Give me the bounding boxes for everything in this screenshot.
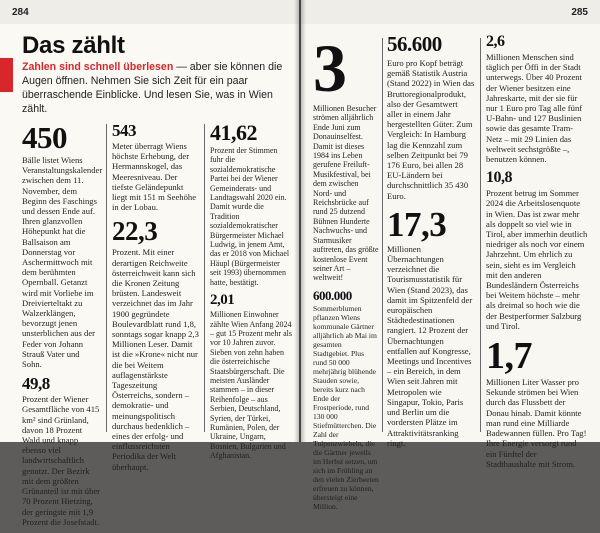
stat-text: Euro pro Kopf beträgt gemäß Statistik Austria (Stand 2022) in Wien das Bruttoregionalprodukt, also der Gesamtwert aller in einem Jahr hergestellten Güter. Zum Vergleich: In Hamburg lag die Kennzahl zum selben Zeitpunkt bei 79 176 Euro, bei allen 28 EU-Ländern bei durchschnittlich 35 430 Euro. (387, 58, 475, 201)
left-column-1 (22, 122, 101, 533)
stat-text: Millionen Besucher strömen alljährlich Ende Juni zum Donauinselfest. Damit ist dieses 1984 ins Leben gerufene Freiluft-Musikfestival, bei dem zwischen Nord- und Reichsbrücke auf rund 25 dutzend Bühnen Hunderte Nachwuchs- und Starmusiker auftreten, das größte kostenlose Event seiner Art – weltweit! (313, 104, 379, 283)
stat-block-600000 (313, 289, 379, 511)
stat-text: Prozent der Wiener Gesamtfläche von 415 km² sind Grünland, davon 18 Prozent Wald und knapp ebenso viel landwirtschaftlich genutzt. Der Bezirk mit dem größten Grünanteil ist mit über 70 Prozent Hietzing, der geringste mit 1,9 Prozent die Josefstadt. (22, 394, 101, 527)
stat-block-10-8 (486, 170, 588, 331)
column-divider (204, 124, 205, 432)
stat-text: Bälle listet Wiens Veranstaltungskalender zwischen dem 11. November, dem Beginn des Faschings und dessen Ende auf. Ihren glanzvollen Höhepunkt hat die Ballsaison am Donnerstag vor Aschermittwoch mit dem berühmten Opernball. Getanzt wird mit Vorliebe im Dreivierteltakt zu Walzerklängen, bevorzugt jenen unsterblichen aus der Feder von Johann Strauß Vater und Sohn. (22, 155, 103, 370)
red-accent-bar (0, 58, 13, 92)
stat-text: Millionen Menschen sind täglich per Öffi in der Stadt unterwegs. Über 40 Prozent der Wiener besitzen eine Jahreskarte, mit der sie für nur 1 Euro pro Tag alle fünf U-Bahn- und 127 Buslinien sowie das gesamte Tram-Netz – mit 29 Linien das weltweit sechstgrößte –, benutzen können. (486, 52, 583, 165)
left-column-3 (210, 122, 292, 467)
right-column-2 (387, 34, 475, 454)
stat-text: Millionen Einwohner zählte Wien Anfang 2024 – gut 15 Prozent mehr als vor 10 Jahren zuvor. Sieben von zehn haben die österreichische Staatsbürgerschaft. Die meisten Ausländer stammen – in dieser Reihenfolge – aus Serbien, Deutschland, Syrien, der Türkei, Rumänien, Polen, der Ukraine, Ungarn, Bosnien, Bulgarien und Afghanistan. (210, 310, 292, 461)
stat-block-2-6 (486, 34, 588, 164)
intro-lead: Zahlen sind schnell überlesen (22, 61, 174, 73)
stat-text: Sommerblumen pflanzen Wiens kommunale Gärtner alljährlich ab Mai im gesamten Stadtgebiet. Plus rund 50 000 mehrjährig blühende Stauden sowie, bereits kurz nach Ende der Frostperiode, rund 130 000 Stiefmütterchen. Die Zahl der Tulpenzwiebeln, die die Gärtner jeweils im Herbst setzen, um sich im Frühling an den vielen Zierbeeten erfreuen zu können, übersteigt eine Million. (313, 303, 379, 511)
right-column-1 (313, 30, 379, 517)
stat-text: Meter überragt Wiens höchste Erhebung, der Hermannskogel, das Meeresniveau. Der tiefste Geländepunkt liegt mit 151 m Seehöhe in der Lobau. (112, 141, 197, 213)
stat-number: 2,01 (210, 292, 235, 309)
stat-block-1-7 (486, 337, 588, 469)
stat-block-41-62 (210, 122, 292, 287)
stat-text: Prozent. Mit einer derartigen Reichweite österreichweit kann sich die Kronen Zeitung brüsten. Landesweit verzeichnet das im Jahr 1900 gegründete Boulevardblatt rund 1,8, sonntags sogar knapp 2,3 Millionen Leser. Damit ist die »Krone« nicht nur die bei Weitem auflagenstärkste Tageszeitung Österreichs, sondern – demokratie- und meinungspolitisch durchaus bedenklich – eines der erfolg- und einflussreichsten Periodika der Welt überhaupt. (112, 247, 199, 472)
column-divider (480, 38, 481, 432)
left-page-number: 284 (12, 7, 29, 18)
stat-number: 3 (313, 30, 347, 106)
stat-number: 17,3 (387, 204, 447, 244)
left-page (0, 0, 299, 527)
stat-block-543 (112, 122, 200, 212)
stat-block-22-3 (112, 218, 200, 471)
right-column-3 (486, 34, 588, 475)
stat-block-3 (313, 30, 379, 283)
stat-block-49-8 (22, 375, 101, 527)
right-page-number: 285 (571, 7, 588, 18)
stat-number: 1,7 (486, 335, 532, 378)
right-page (301, 0, 600, 511)
intro-paragraph (22, 60, 290, 116)
stat-number: 600.000 (313, 287, 352, 303)
stat-text: Millionen Übernachtungen verzeichnet die Tourismusstatistik für Wien (Stand 2023), das damit im Spitzenfeld der europäischen Städtedestinationen rangiert. 12 Prozent der Übernachtungen entfallen auf Kongresse, Meetings und Incentives – ein Bereich, in dem Wien seit Jahren mit Metropolen wie Singapur, Tokio, Paris und Berlin um die vordersten Plätze im Attraktivitätsranking ringt. (387, 243, 473, 448)
stat-number: 56.600 (387, 32, 442, 56)
left-header-bar (0, 0, 299, 24)
stat-text: Prozent betrug im Sommer 2024 die Arbeitslosenquote in Wien. Das ist zwar mehr als doppelt so viel wie in Tirol, aber immerhin deutlich niedriger als noch vor einem Jahrzehnt. Um ehrlich zu sein, sieht es im Vergleich mit den anderen Bundesländern Österreichs bei Weitem höchste – mehr als dreimal so hoch wie die der Bestperformer Salzburg und Tirol. (486, 188, 588, 331)
stat-number: 543 (112, 121, 136, 140)
right-header-bar (301, 0, 600, 24)
stat-number: 450 (22, 120, 67, 155)
stat-number: 41,62 (210, 120, 257, 145)
intro-rest: — aber sie können die Augen öffnen. Nehmen Sie sich Zeit für ein paar überraschende Einblicke. Und lesen Sie, was in Wien zählt. (22, 61, 283, 115)
stat-number: 2,6 (486, 33, 505, 50)
stat-block-56600 (387, 34, 475, 201)
column-divider (382, 38, 383, 432)
stat-number: 49,8 (22, 374, 50, 394)
stat-block-17-3 (387, 204, 475, 448)
page-title: Das zählt (22, 32, 125, 59)
stat-number: 22,3 (112, 216, 158, 247)
column-divider (106, 124, 107, 432)
stat-block-2-01 (210, 293, 292, 461)
stat-text: Prozent der Stimmen fuhr die sozialdemokratische Partei bei der Wiener Gemeinderats- und Landtagswahl 2020 ein. Damit wurde die Tradition sozialdemokratischer Bürgermeister Michael Ludwig, in jenem Amt, das er 2018 von Michael Häupl (Bürgermeister seit 1993) übernommen hatte, bestätigt. (210, 146, 290, 287)
book-gutter (294, 0, 306, 442)
stat-block-450 (22, 122, 101, 369)
stat-text: Millionen Liter Wasser pro Sekunde strömen bei Wien durch das Flussbett der Donau hinab. Damit könnte man rund eine Milliarde Badewannen füllen. Pro Tag! Ihre Energie versorgt rund ein Fünftel der Stadthaushalte mit Strom. (486, 377, 587, 469)
stat-number: 10,8 (486, 169, 512, 187)
left-column-2 (112, 122, 200, 478)
